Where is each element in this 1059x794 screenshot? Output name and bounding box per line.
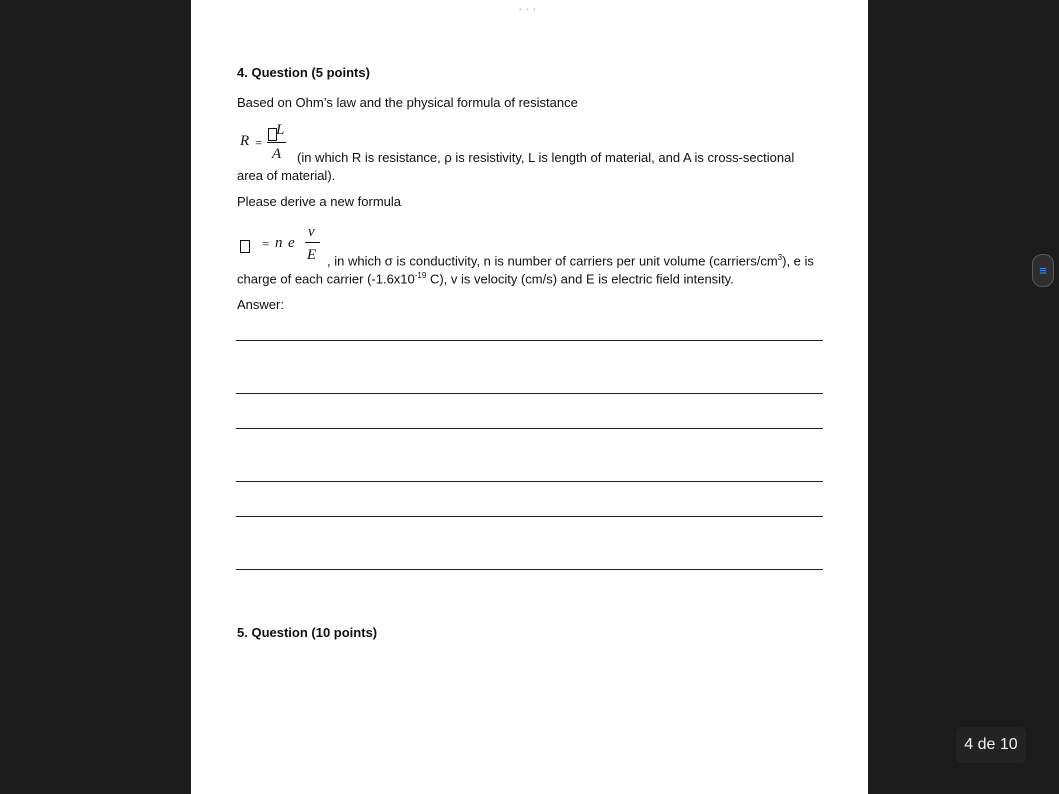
formula-1-description-cont: area of material). (237, 168, 336, 183)
answer-label: Answer: (237, 297, 284, 312)
formula-n: n (275, 235, 283, 251)
formula-2-description: , in which σ is conductivity, n is number of carriers per unit volume $(carriers/cm^3)$, e is (327, 253, 814, 269)
question-4-title: 4. Question (5 points) (237, 65, 370, 80)
page-indicator: 4 de 10 (956, 727, 1026, 763)
drag-handle[interactable]: • • • (519, 5, 537, 14)
question-5-title: 5. Question (10 points) (237, 625, 378, 640)
formula-e: e (288, 235, 295, 251)
answer-line[interactable] (236, 516, 823, 517)
side-menu-button[interactable] (1032, 254, 1054, 287)
fraction-bar (267, 142, 286, 143)
answer-line[interactable] (236, 340, 823, 341)
document-page (191, 0, 868, 794)
formula-E: E (307, 247, 317, 263)
formula-v: v (308, 224, 315, 240)
menu-icon: ≡ (1039, 263, 1047, 278)
answer-line[interactable] (236, 393, 823, 394)
formula-2-equals: = (262, 236, 270, 251)
formula-equals: = (255, 135, 263, 150)
question-4-intro: Based on Ohm’s law and the physical formula of resistance (237, 95, 578, 110)
sigma-missing-glyph (240, 240, 250, 253)
derive-instruction: Please derive a new formula (237, 194, 402, 209)
formula-r: R (240, 133, 250, 149)
answer-line[interactable] (236, 428, 823, 429)
formula-l: L (276, 122, 285, 138)
formula-2-description-cont: charge of each carrier ($-1.6x10^{-19}$ C), v is velocity (cm/s) and E is electric field intensity. (237, 271, 734, 287)
fraction-bar-2 (305, 242, 320, 243)
answer-line[interactable] (236, 481, 823, 482)
formula-a: A (272, 146, 282, 162)
answer-line[interactable] (236, 569, 823, 570)
formula-1-description: (in which R is resistance, ρ is resistivity, L is length of material, and A is cross-sectional (297, 150, 795, 165)
